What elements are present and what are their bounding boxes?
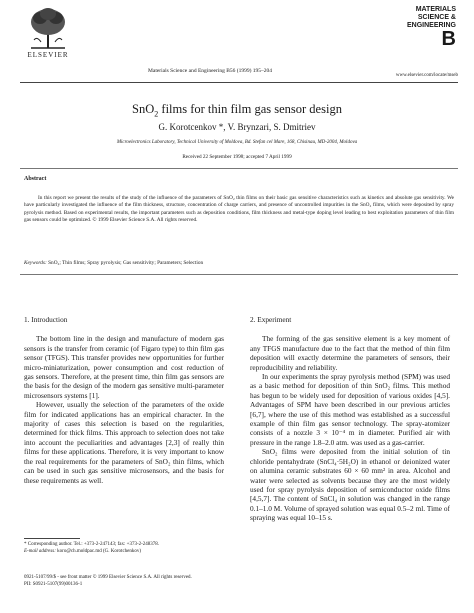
copyright-block — [24, 574, 192, 588]
abstract-divider — [20, 274, 458, 275]
journal-citation: Materials Science and Engineering B56 (1999) 195–204 — [148, 68, 273, 74]
header-divider — [20, 82, 458, 83]
abstract-text: In this report we present the results of the study of the influence of the parameters of SnO₂ thin films on their basic gas sensitive characteristics such as kinetics and absolute gas sensitivity. We have particularly investigated the influence of the film thickness, structure, concentration of charge carriers, and presence of uncontrolled impurities in the SnO₂ films, which were deposited by spray pyrolysis method. Based on experimental results, the important parameters such as deposition conditions, film thickness and metal-type doping level leading to best exploitation parameters of thin film gas sensors could be optimized. © 1999 Elsevier Science S.A. All rights reserved. — [24, 195, 454, 224]
keywords — [24, 260, 454, 266]
experiment-paragraph-1: The forming of the gas sensitive element is a key moment of any TFGS manufacture due to the fact that the method of thin film deposition will exactly determine the parameters of sensors, their reproducibility and reliability. — [250, 334, 450, 372]
right-column — [250, 315, 450, 523]
publisher-name: ELSEVIER — [27, 51, 69, 59]
author-affiliation: Microelectronics Laboratory, Technical University of Moldova, Bd. Stefan cel Mare, 168, Chisinau, MD-2004, Moldova — [116, 140, 358, 145]
journal-logo-letter: B — [441, 28, 456, 50]
article-title — [0, 102, 474, 119]
tree-icon — [25, 6, 71, 50]
footnote — [24, 541, 224, 555]
email-line — [24, 548, 224, 555]
pii-line: PII: S0921-5107(99)00136-1 — [24, 582, 83, 587]
copyright-line: 0921-5107/99/$ - see front matter © 1999 Elsevier Science S.A. All rights reserved. — [24, 575, 192, 580]
journal-website: www.elsevier.com/locate/mseb — [395, 73, 458, 78]
received-dates: Received 22 September 1998; accepted 7 April 1999 — [182, 154, 292, 160]
journal-logo — [384, 6, 456, 48]
introduction-paragraph-2: However, usually the selection of the parameters of the oxide film for indicated applications has an empirical character. In the majority of cases this selection is based on the regularities, determined for thick films. This approach to selection does not take into account the peculiarities and advantages [2,3] of really thin films for these applications. Therefore, it is very important to know the real requirements for the parameters of SnO₂ thin films, which can be used in such gas sensitive microsensors, and the basis for these requirements as well. — [24, 400, 224, 485]
introduction-heading: 1. Introduction — [24, 315, 68, 324]
keywords-label: Keywords: — [24, 260, 47, 266]
email-label: E-mail address: — [24, 549, 56, 554]
footnote-divider — [24, 538, 80, 539]
left-column — [24, 315, 224, 485]
keywords-list: SnO₂; Thin films; Spray pyrolysis; Gas sensitivity; Parameters; Selection — [48, 260, 204, 266]
title-divider — [20, 168, 458, 169]
journal-logo-line-3: ENGINEERING — [406, 22, 456, 29]
experiment-heading: 2. Experiment — [250, 315, 292, 324]
introduction-paragraph-1: The bottom line in the design and manufacture of modern gas sensors is the transfer from ceramic (of Figaro type) to thin film gas sensor (TFGS). This transfer provides new opportunities for further micro-miniaturization, power consumption and cost reduction of gas sensors. Therefore, at the present time, thin film gas sensors are the basis for the design of the modern gas sensitive multi-parameter microsensors systems [1]. — [24, 334, 224, 400]
experiment-paragraph-2: In our experiments the spray pyrolysis method (SPM) was used as a basic method for deposition of thin SnO₂ films. This method has begun to be widely used for deposition of various oxides [4,5]. Advantages of SPM have been described in our previous articles [6,7], where the use of this method was established as a successful example of thin film gas sensor technology. The spray-atomizer consists of a nozzle 3 × 10⁻⁴ m in diameter. Purified air with pressure in the range 1.8–2.0 atm. was used as a gas-carrier. — [250, 372, 450, 447]
journal-logo-line-1: MATERIALS — [415, 6, 456, 13]
email-address[interactable]: koro@ch.moldpac.md (G. Korotchenkov) — [57, 549, 142, 554]
corresponding-author-note: * Corresponding author. Tel.: +373-2-247143; fax: +373-2-248378. — [24, 542, 160, 547]
abstract-heading: Abstract — [24, 176, 47, 182]
title-subscript: 2 — [154, 109, 159, 119]
page-header — [0, 0, 474, 80]
article-authors: G. Korotcenkov *, V. Brynzari, S. Dmitriev — [158, 122, 316, 132]
title-suffix: films for thin film gas sensor design — [158, 102, 342, 116]
experiment-paragraph-3: SnO₂ films were deposited from the initial solution of tin chloride pentahydrate (SnCl₄·5H₂O) in ethanol or deionized water on alumina ceramic substrates 60 × 60 mm² in area. Alcohol and water were selected as solvents because they are the most widely used for spray pyrolysis deposition of semiconductor oxide films [4,5,7]. The content of SnCl₄ in solution was changed in the range 0.1–1.0 M. Volume of sprayed solution was equal 0.5–2 ml. Time of spraying was equal 10–15 s. — [250, 447, 450, 523]
title-prefix: SnO — [132, 102, 155, 116]
journal-logo-line-2: SCIENCE & — [417, 14, 456, 21]
publisher-logo — [22, 6, 74, 66]
